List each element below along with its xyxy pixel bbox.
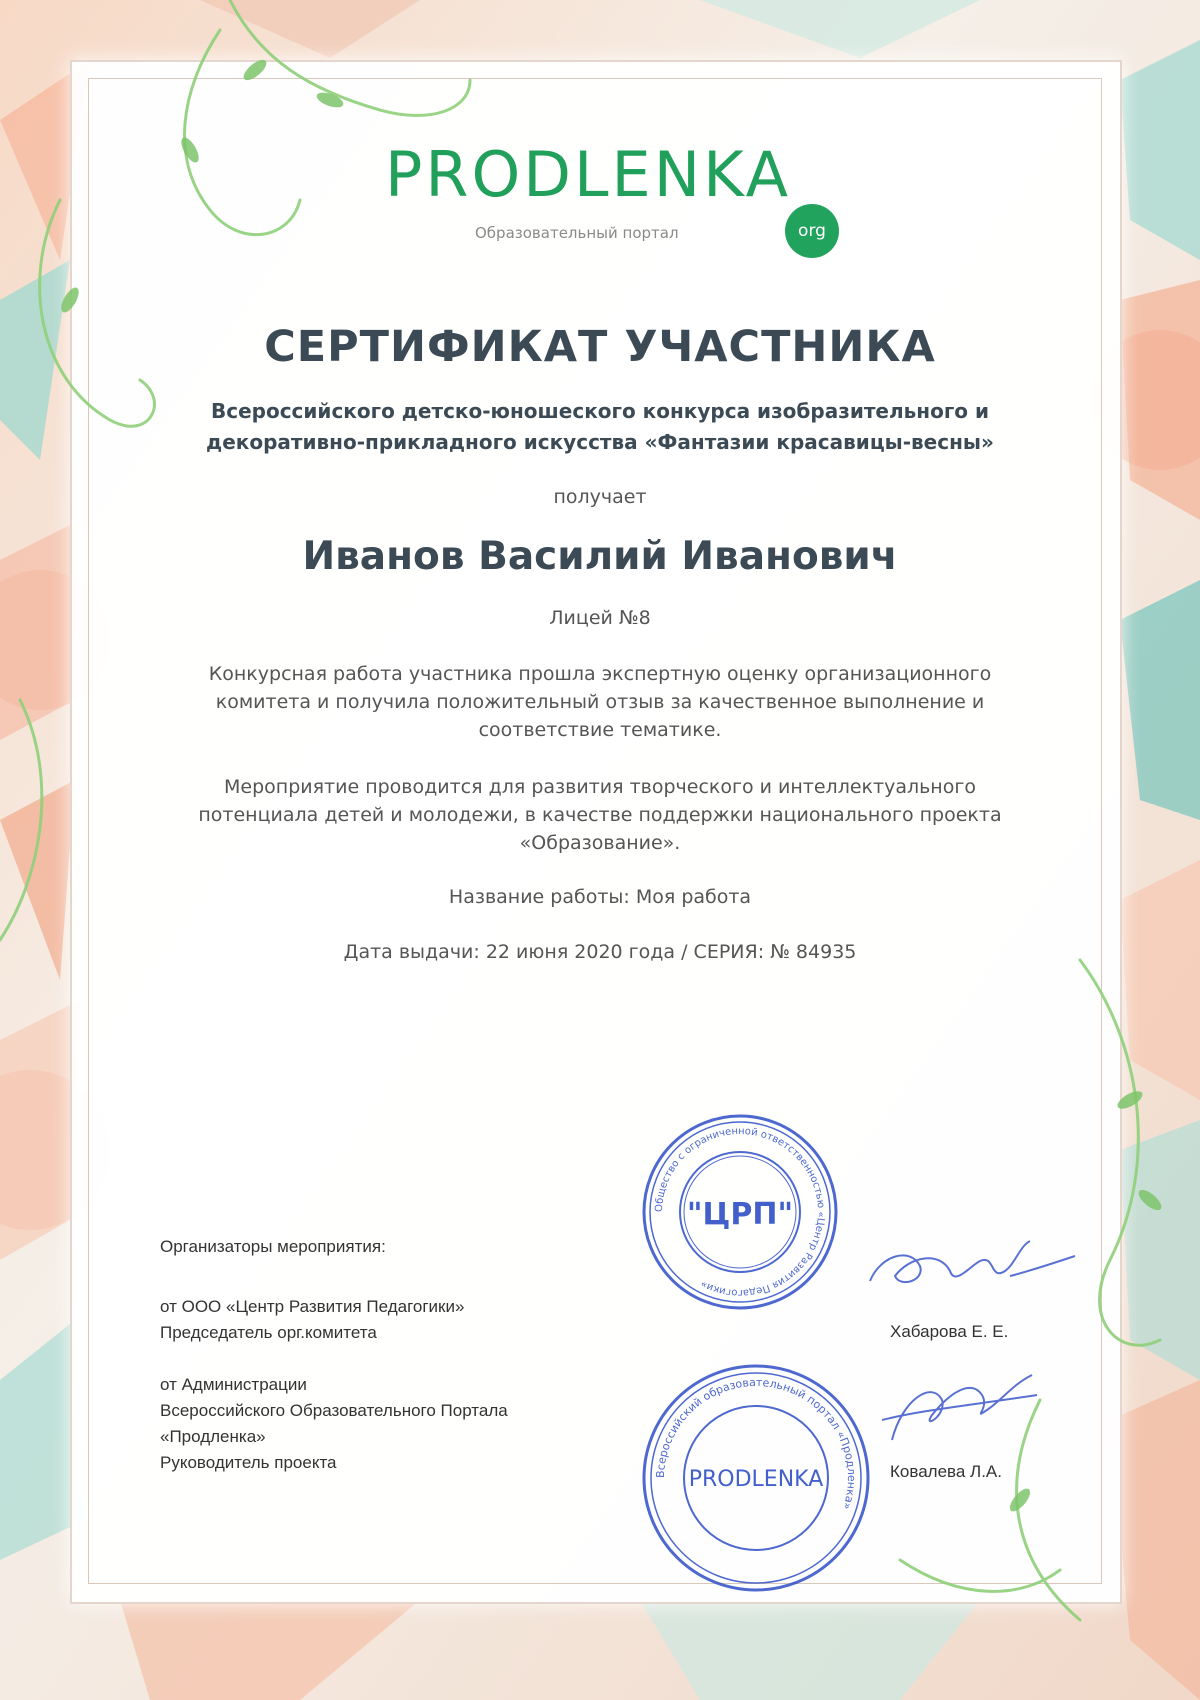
signer-1-name: Хабарова Е. Е. [890, 1322, 1009, 1341]
organizers-heading: Организаторы мероприятия: [160, 1237, 386, 1256]
prodlenka-stamp [640, 1362, 872, 1594]
crp-stamp-ring-text: Общество с ограниченной ответственностью «Центр Развития Педагогики» [653, 1125, 827, 1299]
signature-2 [872, 1360, 1042, 1460]
crp-stamp-center-text: "ЦРП" [686, 1197, 794, 1232]
organizer-2-line-4: Руководитель проекта [160, 1453, 337, 1472]
evaluation-line-1: Конкурсная работа участника прошла экспертную оценку организационного [208, 663, 992, 685]
signature-1 [860, 1226, 1080, 1306]
logo-subtitle: Образовательный портал [475, 224, 679, 242]
logo-org-badge: org [785, 204, 839, 258]
work-title: Название работы: Моя работа [448, 886, 752, 908]
organizer-1-line-1: от ООО «Центр Развития Педагогики» [160, 1297, 465, 1316]
recipient-school: Лицей №8 [549, 607, 651, 629]
certificate-title: СЕРТИФИКАТ УЧАСТНИКА [264, 322, 936, 372]
purpose-paragraph [160, 773, 1040, 857]
contest-name-line-1: Всероссийского детско-юношеского конкурса изобразительного и [210, 399, 990, 423]
organizer-2 [160, 1372, 508, 1476]
signer-2-name: Ковалева Л.А. [890, 1462, 1002, 1481]
recipient-name: Иванов Василий Иванович [302, 534, 898, 579]
contest-name [140, 396, 1060, 458]
evaluation-line-3: соответствие тематике. [478, 719, 722, 741]
prodlenka-stamp-ring-text: Всероссийский образовательный портал «Продленка» [653, 1375, 859, 1512]
organizer-2-line-1: от Администрации [160, 1375, 307, 1394]
organizer-1 [160, 1294, 464, 1346]
purpose-line-1: Мероприятие проводится для развития творческого и интеллектуального [224, 776, 976, 798]
logo-wordmark: PRODLENKA [385, 138, 792, 211]
crp-stamp [640, 1112, 840, 1312]
contest-name-line-2: декоративно-прикладного искусства «Фантазии красавицы-весны» [206, 430, 994, 454]
prodlenka-logo [385, 138, 845, 258]
evaluation-line-2: комитета и получила положительный отзыв за качественное выполнение и [215, 691, 985, 713]
organizer-1-line-2: Председатель орг.комитета [160, 1323, 377, 1342]
organizer-2-line-2: Всероссийского Образовательного Портала [160, 1401, 508, 1420]
receives-label: получает [553, 486, 647, 508]
purpose-line-3: «Образование». [519, 832, 681, 854]
evaluation-paragraph [180, 660, 1020, 744]
purpose-line-2: потенциала детей и молодежи, в качестве поддержки национального проекта [198, 804, 1002, 826]
organizer-2-line-3: «Продленка» [160, 1427, 266, 1446]
issue-date-series: Дата выдачи: 22 июня 2020 года / СЕРИЯ: № 84935 [343, 941, 857, 963]
prodlenka-stamp-center-text: PRODLENKA [688, 1467, 824, 1492]
